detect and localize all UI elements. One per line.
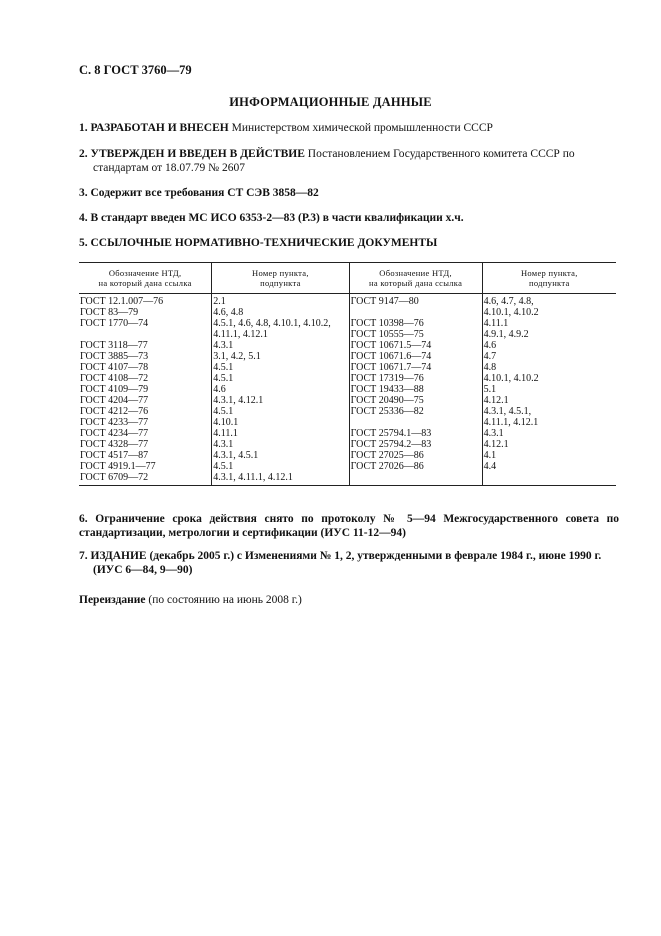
item-1-text: Министерством химической промышленности СССР — [228, 122, 493, 134]
item-7 — [79, 549, 619, 577]
ntd-table — [79, 262, 616, 486]
item-6-text: 6. Ограничение срока действия снято по протоколу № 5—94 Межгосударственного совета по стандартизации, метрологии и сертификации (ИУС 11-12—94) — [79, 513, 619, 539]
table-body-row — [79, 294, 616, 486]
page-header: С. 8 ГОСТ 3760—79 — [79, 63, 192, 77]
col-header-item-right: Номер пункта, подпункта — [482, 263, 616, 294]
section-title: ИНФОРМАЦИОННЫЕ ДАННЫЕ — [229, 95, 432, 109]
item-3 — [79, 186, 619, 200]
reissue-label: Переиздание — [79, 594, 146, 606]
item-2-text-cont: стандартам от 18.07.79 № 2607 — [93, 162, 245, 174]
item-2-text: Постановлением Государственного комитета СССР по — [304, 148, 575, 160]
item-3-text: 3. Содержит все требования СТ СЭВ 3858—82 — [79, 187, 319, 199]
item-1 — [79, 121, 619, 135]
reissue-note — [79, 594, 302, 606]
item-7-text: 7. ИЗДАНИЕ (декабрь 2005 г.) с Изменениями № 1, 2, утвержденными в феврале 1984 г., июне 1990 г. — [79, 550, 602, 562]
col-header-ntd-right: Обозначение НТД, на который дана ссылка — [349, 263, 482, 294]
col-item-right: 4.6, 4.7, 4.8, 4.10.1, 4.10.2 4.11.1 4.9.1, 4.9.2 4.6 4.7 4.8 4.10.1, 4.10.2 5.1 4.12.1 4.3.1, 4.5.1, 4.11.1, 4.12.1 4.3.1 4.12.1 4.1 4.4 — [482, 294, 616, 486]
col-item-left: 2.1 4.6, 4.8 4.5.1, 4.6, 4.8, 4.10.1, 4.10.2, 4.11.1, 4.12.1 4.3.1 3.1, 4.2, 5.1 4.5.1 4.5.1 4.6 4.3.1, 4.12.1 4.5.1 4.10.1 4.11.1 4.3.1 4.3.1, 4.5.1 4.5.1 4.3.1, 4.11.1, 4.12.1 — [212, 294, 349, 486]
item-7-text-cont: (ИУС 6—84, 9—90) — [93, 564, 193, 576]
item-2-label: 2. УТВЕРЖДЕН И ВВЕДЕН В ДЕЙСТВИЕ — [79, 148, 305, 160]
col-ntd-left: ГОСТ 12.1.007—76 ГОСТ 83—79 ГОСТ 1770—74 ГОСТ 3118—77 ГОСТ 3885—73 ГОСТ 4107—78 ГОСТ 4108—72 ГОСТ 4109—79 ГОСТ 4204—77 ГОСТ 4212—76 ГОСТ 4233—77 ГОСТ 4234—77 ГОСТ 4328—77 ГОСТ 4517—87 ГОСТ 4919.1—77 ГОСТ 6709—72 — [79, 294, 212, 486]
item-1-label: 1. РАЗРАБОТАН И ВНЕСЕН — [79, 122, 229, 134]
col-header-item-left: Номер пункта, подпункта — [212, 263, 349, 294]
col-ntd-right: ГОСТ 9147—80 ГОСТ 10398—76 ГОСТ 10555—75 ГОСТ 10671.5—74 ГОСТ 10671.6—74 ГОСТ 10671.7—74 ГОСТ 17319—76 ГОСТ 19433—88 ГОСТ 20490—75 ГОСТ 25336—82 ГОСТ 25794.1—83 ГОСТ 25794.2—83 ГОСТ 27025—86 ГОСТ 27026—86 — [349, 294, 482, 486]
item-5: 5. ССЫЛОЧНЫЕ НОРМАТИВНО-ТЕХНИЧЕСКИЕ ДОКУМЕНТЫ — [79, 237, 438, 249]
reissue-text: (по состоянию на июнь 2008 г.) — [145, 594, 302, 606]
item-4 — [79, 211, 619, 225]
table-header-row — [79, 263, 616, 294]
item-2 — [79, 147, 619, 175]
item-4-text: 4. В стандарт введен МС ИСО 6353-2—83 (Р.3) в части квалификации х.ч. — [79, 212, 464, 224]
item-6 — [79, 512, 619, 540]
col-header-ntd-left: Обозначение НТД, на который дана ссылка — [79, 263, 212, 294]
